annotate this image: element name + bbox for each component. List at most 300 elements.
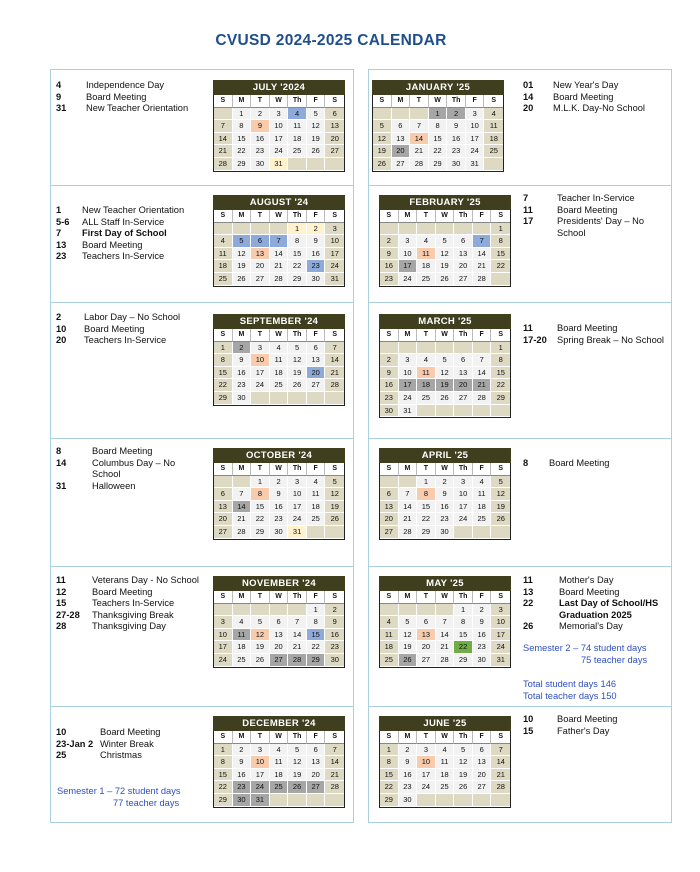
event-label: Halloween	[92, 480, 136, 491]
event-label: First Day of School	[82, 228, 167, 239]
empty-cell	[214, 108, 233, 121]
day-cell: 22	[214, 379, 233, 392]
day-cell: 24	[466, 145, 485, 158]
day-cell: 10	[325, 235, 344, 248]
weekday-header: M	[233, 591, 252, 604]
day-cell: 3	[325, 223, 344, 236]
empty-cell	[417, 794, 436, 807]
day-cell: 10	[251, 756, 270, 769]
day-cell: 3	[270, 108, 289, 121]
right-column	[368, 69, 672, 823]
events-september	[56, 312, 206, 347]
weekday-header-row	[380, 731, 510, 744]
day-cell: 28	[410, 158, 429, 171]
empty-cell	[214, 604, 233, 617]
calendar-june	[379, 716, 511, 808]
events-november	[56, 575, 206, 633]
weekday-header: F	[307, 591, 326, 604]
event-item	[523, 205, 663, 217]
day-cell: 21	[233, 513, 252, 526]
day-cell: 2	[270, 476, 289, 489]
event-label: Presidents' Day – No School	[557, 216, 645, 238]
day-cell: 8	[214, 354, 233, 367]
day-cell: 4	[233, 616, 252, 629]
month-title: AUGUST '24	[213, 195, 345, 210]
weekday-header: F	[473, 210, 492, 223]
weekday-header-row	[214, 591, 344, 604]
month-title: APRIL '25	[379, 448, 511, 463]
weekday-header: T	[251, 210, 270, 223]
day-cell: 27	[251, 273, 270, 286]
day-cell: 27	[325, 145, 344, 158]
page-title: CVUSD 2024-2025 CALENDAR	[215, 32, 447, 49]
day-cell: 21	[410, 145, 429, 158]
event-item	[56, 251, 206, 263]
day-cell: 30	[380, 405, 399, 418]
week-row	[380, 405, 510, 418]
divider	[369, 566, 671, 567]
weekday-header: T	[251, 731, 270, 744]
empty-cell	[399, 604, 418, 617]
day-cell: 12	[325, 488, 344, 501]
week-row	[214, 120, 344, 133]
day-cell: 2	[436, 476, 455, 489]
day-cell: 8	[214, 756, 233, 769]
event-item	[523, 92, 663, 104]
day-cell: 1	[417, 476, 436, 489]
week-row	[373, 145, 503, 158]
week-row	[380, 526, 510, 539]
week-row	[214, 769, 344, 782]
day-cell: 17	[214, 641, 233, 654]
day-cell: 1	[233, 108, 252, 121]
event-date: 14	[56, 457, 67, 468]
semester2-note	[523, 643, 668, 702]
day-cell: 2	[380, 235, 399, 248]
day-cell: 1	[491, 342, 510, 355]
weekday-header: T	[251, 463, 270, 476]
day-cell: 9	[307, 235, 326, 248]
weekday-header: W	[270, 329, 289, 342]
day-cell: 23	[436, 513, 455, 526]
week-row	[214, 273, 344, 286]
day-cell: 19	[491, 501, 510, 514]
event-date: 13	[523, 586, 534, 597]
day-cell: 30	[233, 794, 252, 807]
week-row	[214, 526, 344, 539]
day-cell: 29	[380, 794, 399, 807]
weekday-header: W	[436, 329, 455, 342]
week-row	[380, 367, 510, 380]
day-cell: 4	[288, 108, 307, 121]
day-cell: 23	[233, 379, 252, 392]
day-cell: 14	[399, 501, 418, 514]
day-cell: 2	[399, 744, 418, 757]
weekday-header: S	[214, 329, 233, 342]
day-cell: 16	[380, 379, 399, 392]
day-cell: 14	[214, 133, 233, 146]
empty-cell	[491, 405, 510, 418]
event-item	[56, 598, 206, 610]
day-cell: 27	[473, 781, 492, 794]
total-student-days: Total student days 146	[523, 679, 617, 690]
week-row	[214, 794, 344, 807]
day-cell: 5	[491, 476, 510, 489]
day-cell: 17	[454, 501, 473, 514]
semester1-teacher-days: 77 teacher days	[113, 797, 180, 808]
week-row	[380, 392, 510, 405]
month-grid	[213, 329, 345, 406]
week-row	[380, 476, 510, 489]
day-cell: 30	[473, 654, 492, 667]
day-cell: 19	[288, 367, 307, 380]
day-cell: 27	[454, 392, 473, 405]
day-cell: 13	[270, 629, 289, 642]
day-cell: 7	[473, 235, 492, 248]
empty-cell	[251, 604, 270, 617]
semester2-teacher-days: 75 teacher days	[581, 654, 648, 665]
day-cell: 5	[307, 108, 326, 121]
day-cell: 12	[233, 248, 252, 261]
day-cell: 2	[307, 223, 326, 236]
week-row	[214, 108, 344, 121]
calendar-october	[213, 448, 345, 540]
event-label: M.L.K. Day-No School	[553, 103, 645, 114]
day-cell: 6	[380, 488, 399, 501]
day-cell: 30	[436, 526, 455, 539]
day-cell: 14	[473, 248, 492, 261]
event-label: Last Day of School/HS Graduation 2025	[559, 598, 659, 620]
day-cell: 11	[270, 756, 289, 769]
day-cell: 20	[417, 641, 436, 654]
weekday-header: M	[233, 210, 252, 223]
event-item	[56, 205, 206, 217]
day-cell: 14	[436, 629, 455, 642]
empty-cell	[410, 108, 429, 121]
day-cell: 8	[454, 616, 473, 629]
day-cell: 26	[454, 781, 473, 794]
day-cell: 8	[491, 354, 510, 367]
day-cell: 6	[473, 744, 492, 757]
day-cell: 12	[399, 629, 418, 642]
event-date: 12	[56, 586, 67, 597]
month-title: SEPTEMBER '24	[213, 314, 345, 329]
day-cell: 5	[436, 354, 455, 367]
empty-cell	[373, 108, 392, 121]
divider	[51, 185, 353, 186]
day-cell: 26	[491, 513, 510, 526]
month-title: JUNE '25	[379, 716, 511, 731]
weekday-header: Th	[454, 591, 473, 604]
weekday-header: M	[399, 329, 418, 342]
day-cell: 2	[473, 604, 492, 617]
day-cell: 29	[417, 526, 436, 539]
week-row	[214, 392, 344, 405]
day-cell: 10	[288, 488, 307, 501]
weekday-header: Th	[288, 591, 307, 604]
weekday-header: T	[410, 95, 429, 108]
weekday-header-row	[214, 463, 344, 476]
day-cell: 22	[307, 641, 326, 654]
day-cell: 28	[473, 273, 492, 286]
empty-cell	[325, 794, 344, 807]
week-row	[380, 260, 510, 273]
day-cell: 27	[214, 526, 233, 539]
day-cell: 11	[233, 629, 252, 642]
weekday-header: W	[436, 210, 455, 223]
day-cell: 5	[373, 120, 392, 133]
day-cell: 13	[251, 248, 270, 261]
day-cell: 27	[454, 273, 473, 286]
event-date: 20	[523, 103, 534, 114]
day-cell: 18	[288, 133, 307, 146]
weekday-header: S	[380, 329, 399, 342]
day-cell: 4	[270, 744, 289, 757]
events-february	[523, 193, 663, 239]
calendar-february	[379, 195, 511, 287]
weekday-header-row	[380, 463, 510, 476]
weekday-header: S	[373, 95, 392, 108]
event-item	[56, 92, 206, 104]
week-row	[373, 120, 503, 133]
month-title: NOVEMBER '24	[213, 576, 345, 591]
day-cell: 18	[484, 133, 503, 146]
day-cell: 13	[307, 354, 326, 367]
week-row	[380, 756, 510, 769]
day-cell: 13	[380, 501, 399, 514]
day-cell: 17	[466, 133, 485, 146]
day-cell: 11	[473, 488, 492, 501]
event-item	[523, 458, 663, 470]
empty-cell	[251, 392, 270, 405]
day-cell: 20	[380, 513, 399, 526]
day-cell: 8	[417, 488, 436, 501]
day-cell: 5	[288, 744, 307, 757]
month-grid	[213, 95, 345, 172]
day-cell: 8	[491, 235, 510, 248]
day-cell: 4	[436, 744, 455, 757]
event-label: Spring Break – No School	[557, 334, 664, 345]
weekday-header: T	[251, 329, 270, 342]
week-row	[214, 133, 344, 146]
day-cell: 16	[233, 367, 252, 380]
day-cell: 9	[251, 120, 270, 133]
week-row	[214, 342, 344, 355]
day-cell: 22	[454, 641, 473, 654]
divider	[369, 185, 671, 186]
events-march	[523, 323, 669, 346]
calendar-december	[213, 716, 345, 808]
empty-cell	[417, 604, 436, 617]
event-date: 01	[523, 80, 534, 90]
day-cell: 24	[251, 781, 270, 794]
event-date: 26	[523, 621, 534, 632]
day-cell: 26	[325, 513, 344, 526]
weekday-header: W	[436, 463, 455, 476]
event-item	[56, 80, 206, 92]
day-cell: 15	[307, 629, 326, 642]
weekday-header: Th	[447, 95, 466, 108]
day-cell: 19	[325, 501, 344, 514]
day-cell: 3	[214, 616, 233, 629]
day-cell: 10	[466, 120, 485, 133]
day-cell: 30	[307, 273, 326, 286]
day-cell: 11	[380, 629, 399, 642]
week-row	[380, 794, 510, 807]
day-cell: 10	[251, 354, 270, 367]
day-cell: 20	[473, 769, 492, 782]
day-cell: 12	[436, 248, 455, 261]
weekday-header: S	[325, 210, 344, 223]
day-cell: 10	[214, 629, 233, 642]
day-cell: 5	[436, 235, 455, 248]
event-date: 1	[56, 205, 62, 215]
day-cell: 22	[251, 513, 270, 526]
day-cell: 22	[429, 145, 448, 158]
day-cell: 3	[454, 476, 473, 489]
event-item	[56, 240, 206, 252]
day-cell: 10	[399, 367, 418, 380]
day-cell: 19	[436, 379, 455, 392]
day-cell: 12	[288, 756, 307, 769]
day-cell: 28	[473, 392, 492, 405]
day-cell: 5	[233, 235, 252, 248]
day-cell: 17	[417, 769, 436, 782]
day-cell: 26	[251, 654, 270, 667]
week-row	[214, 641, 344, 654]
day-cell: 15	[233, 133, 252, 146]
week-row	[380, 223, 510, 236]
day-cell: 7	[233, 488, 252, 501]
day-cell: 29	[233, 158, 252, 171]
event-label: Veterans Day - No School	[92, 575, 199, 585]
event-label: Independence Day	[86, 80, 165, 90]
event-label: Father's Day	[557, 725, 610, 736]
day-cell: 8	[380, 756, 399, 769]
event-item	[56, 103, 206, 115]
day-cell: 28	[325, 781, 344, 794]
week-row	[380, 248, 510, 261]
weekday-header: W	[436, 731, 455, 744]
day-cell: 7	[325, 342, 344, 355]
event-item	[523, 80, 663, 92]
event-item	[56, 217, 206, 229]
day-cell: 25	[436, 781, 455, 794]
day-cell: 1	[288, 223, 307, 236]
day-cell: 24	[214, 654, 233, 667]
event-date: 7	[56, 228, 62, 239]
empty-cell	[380, 604, 399, 617]
day-cell: 29	[307, 654, 326, 667]
day-cell: 30	[251, 158, 270, 171]
semester2-student-days: Semester 2 – 74 student days	[523, 643, 647, 653]
event-date: 7	[523, 193, 529, 203]
weekday-header: F	[473, 731, 492, 744]
weekday-header: F	[466, 95, 485, 108]
day-cell: 26	[288, 379, 307, 392]
day-cell: 24	[454, 513, 473, 526]
day-cell: 11	[484, 120, 503, 133]
week-row	[214, 629, 344, 642]
week-row	[373, 158, 503, 171]
event-item	[523, 587, 669, 599]
empty-cell	[454, 526, 473, 539]
event-date: 23-Jan 2	[56, 738, 94, 749]
day-cell: 9	[473, 616, 492, 629]
empty-cell	[436, 794, 455, 807]
day-cell: 28	[288, 654, 307, 667]
event-label: Board Meeting	[559, 586, 620, 597]
event-date: 11	[523, 575, 533, 585]
empty-cell	[288, 158, 307, 171]
day-cell: 17	[288, 501, 307, 514]
day-cell: 15	[214, 769, 233, 782]
month-grid	[379, 731, 511, 808]
day-cell: 3	[417, 744, 436, 757]
day-cell: 28	[436, 654, 455, 667]
weekday-header: S	[214, 463, 233, 476]
events-january	[523, 80, 663, 115]
day-cell: 16	[325, 629, 344, 642]
event-label: Teachers In-Service	[84, 335, 167, 346]
day-cell: 25	[417, 273, 436, 286]
event-label: Board Meeting	[82, 239, 143, 250]
divider	[51, 566, 353, 567]
day-cell: 25	[288, 145, 307, 158]
weekday-header: M	[399, 463, 418, 476]
event-date: 14	[523, 91, 534, 102]
day-cell: 7	[491, 744, 510, 757]
week-row	[380, 354, 510, 367]
event-item	[56, 621, 206, 633]
events-august	[56, 205, 206, 263]
day-cell: 15	[491, 367, 510, 380]
day-cell: 21	[436, 641, 455, 654]
day-cell: 14	[270, 248, 289, 261]
weekday-header: S	[214, 210, 233, 223]
day-cell: 5	[251, 616, 270, 629]
week-row	[380, 641, 510, 654]
event-date: 10	[523, 714, 534, 724]
semester1-student-days: Semester 1 – 72 student days	[57, 786, 181, 796]
week-row	[380, 273, 510, 286]
day-cell: 22	[491, 379, 510, 392]
weekday-header: W	[270, 210, 289, 223]
day-cell: 24	[251, 379, 270, 392]
day-cell: 9	[270, 488, 289, 501]
day-cell: 2	[251, 108, 270, 121]
empty-cell	[454, 223, 473, 236]
week-row	[214, 756, 344, 769]
day-cell: 28	[325, 379, 344, 392]
empty-cell	[436, 604, 455, 617]
day-cell: 21	[399, 513, 418, 526]
calendar-september	[213, 314, 345, 406]
event-date: 2	[56, 312, 62, 322]
event-date: 11	[56, 575, 66, 585]
day-cell: 1	[307, 604, 326, 617]
weekday-header-row	[373, 95, 503, 108]
day-cell: 19	[399, 641, 418, 654]
empty-cell	[288, 604, 307, 617]
week-row	[214, 379, 344, 392]
event-date: 20	[56, 335, 67, 346]
day-cell: 30	[447, 158, 466, 171]
day-cell: 9	[380, 248, 399, 261]
day-cell: 31	[251, 794, 270, 807]
day-cell: 16	[473, 629, 492, 642]
day-cell: 29	[491, 392, 510, 405]
